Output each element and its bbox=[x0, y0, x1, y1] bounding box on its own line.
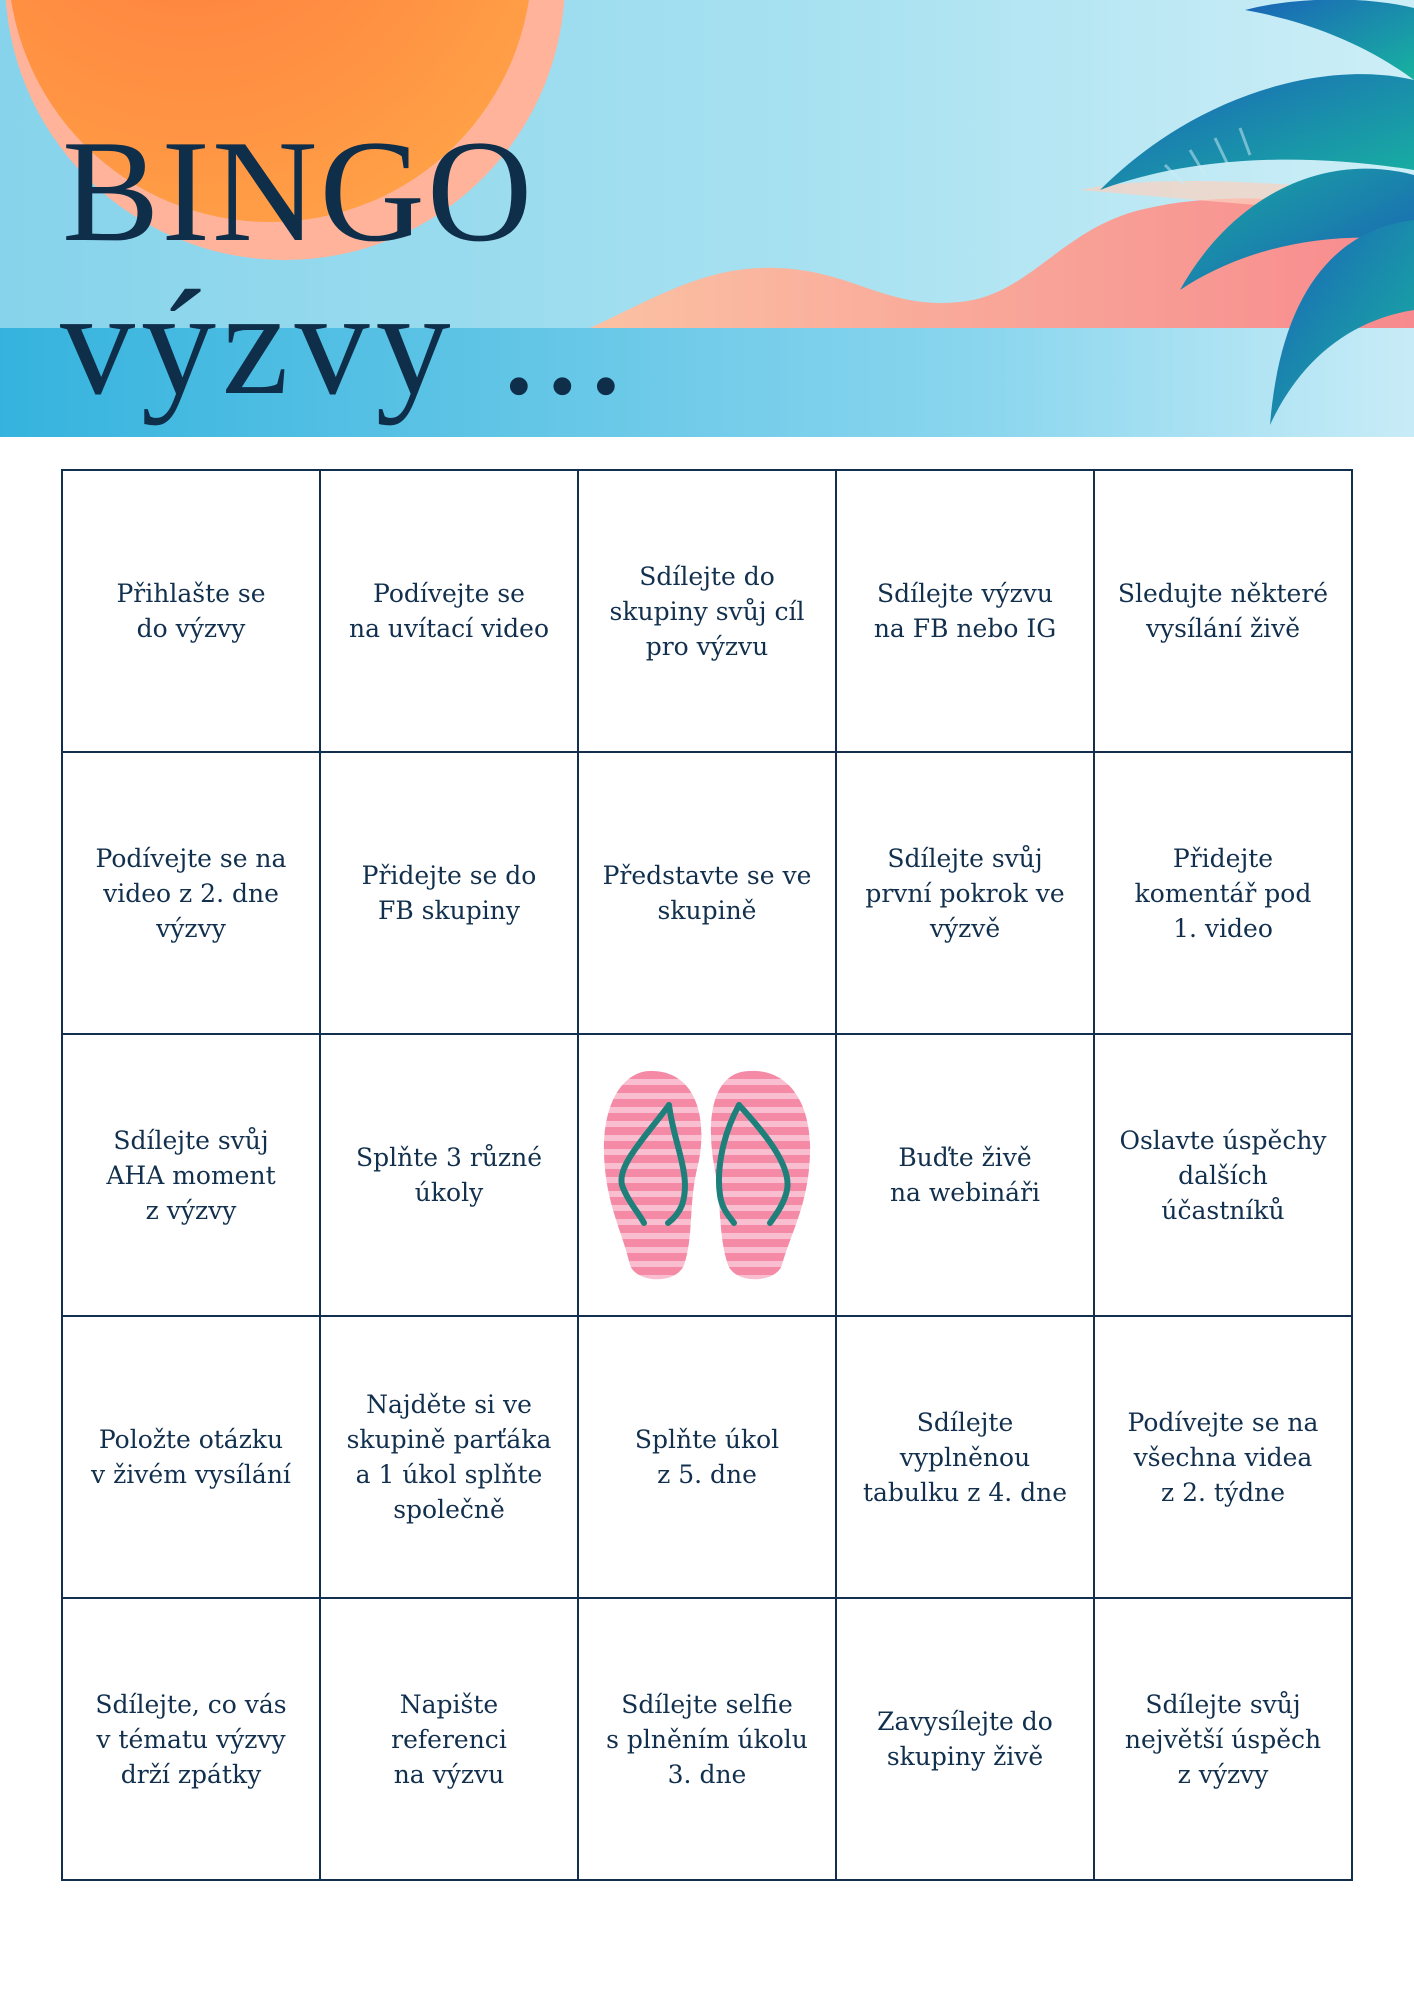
bingo-cell[interactable] bbox=[320, 752, 578, 1034]
bingo-cell-text: Buďte živě na webináři bbox=[889, 1143, 1041, 1207]
bingo-cell[interactable] bbox=[320, 470, 578, 752]
bingo-cell[interactable] bbox=[1094, 1034, 1352, 1316]
bingo-cell-text: Oslavte úspěchy dalších účastníků bbox=[1119, 1125, 1327, 1225]
bingo-grid bbox=[61, 469, 1353, 1881]
header-banner bbox=[0, 0, 1414, 437]
bingo-cell-text: Sledujte některé vysílání živě bbox=[1117, 579, 1329, 643]
bingo-cell[interactable] bbox=[578, 1598, 836, 1880]
bingo-cell-text: Sdílejte vyplněnou tabulku z 4. dne bbox=[862, 1407, 1068, 1507]
bingo-cell[interactable] bbox=[1094, 752, 1352, 1034]
bingo-cell[interactable] bbox=[1094, 1598, 1352, 1880]
bingo-cell-text: Položte otázku v živém vysílání bbox=[91, 1425, 291, 1489]
bingo-cell[interactable] bbox=[836, 1598, 1094, 1880]
bingo-cell[interactable] bbox=[320, 1316, 578, 1598]
page-title: BINGO bbox=[62, 110, 535, 272]
bingo-cell-text: Přihlašte se do výzvy bbox=[116, 579, 266, 643]
bingo-cell[interactable] bbox=[578, 752, 836, 1034]
bingo-cell-text: Přidejte se do FB skupiny bbox=[361, 861, 537, 925]
bingo-cell[interactable] bbox=[62, 1316, 320, 1598]
bingo-cell[interactable] bbox=[578, 470, 836, 752]
bingo-cell-text: Zavysílejte do skupiny živě bbox=[877, 1707, 1053, 1771]
bingo-cell-text: Sdílejte svůj první pokrok ve výzvě bbox=[865, 843, 1065, 943]
bingo-cell-text: Sdílejte svůj největší úspěch z výzvy bbox=[1124, 1689, 1322, 1789]
bingo-cell-text: Sdílejte selfie s plněním úkolu 3. dne bbox=[606, 1689, 808, 1789]
bingo-free-cell[interactable] bbox=[578, 1034, 836, 1316]
bingo-cell-text: Najděte si ve skupině parťáka a 1 úkol splňte společně bbox=[346, 1390, 552, 1524]
bingo-cell[interactable] bbox=[836, 1034, 1094, 1316]
bingo-cell[interactable] bbox=[62, 752, 320, 1034]
bingo-cell[interactable] bbox=[578, 1316, 836, 1598]
page-subtitle: výzvy ... bbox=[60, 260, 631, 426]
bingo-cell[interactable] bbox=[836, 1316, 1094, 1598]
flip-flops-icon bbox=[602, 1065, 812, 1285]
bingo-cell-text: Podívejte se na video z 2. dne výzvy bbox=[95, 843, 287, 943]
bingo-cell-text: Splňte úkol z 5. dne bbox=[634, 1425, 780, 1489]
bingo-cell[interactable] bbox=[836, 752, 1094, 1034]
bingo-cell[interactable] bbox=[1094, 1316, 1352, 1598]
bingo-cell[interactable] bbox=[320, 1034, 578, 1316]
bingo-cell-text: Představte se ve skupině bbox=[602, 861, 812, 925]
bingo-cell-text: Napište referenci na výzvu bbox=[391, 1689, 507, 1789]
bingo-cell-text: Splňte 3 různé úkoly bbox=[356, 1143, 542, 1207]
bingo-cell-text: Sdílejte, co vás v tématu výzvy drží zpátky bbox=[95, 1689, 287, 1789]
bingo-cell-text: Podívejte se na uvítací video bbox=[348, 579, 550, 643]
bingo-cell[interactable] bbox=[62, 1034, 320, 1316]
bingo-cell-text: Sdílejte do skupiny svůj cíl pro výzvu bbox=[609, 561, 805, 661]
bingo-cell-text: Podívejte se na všechna videa z 2. týdne bbox=[1127, 1407, 1319, 1507]
bingo-cell[interactable] bbox=[62, 1598, 320, 1880]
bingo-cell[interactable] bbox=[320, 1598, 578, 1880]
bingo-cell[interactable] bbox=[62, 470, 320, 752]
bingo-cell-text: Sdílejte výzvu na FB nebo IG bbox=[873, 579, 1057, 643]
bingo-cell-text: Přidejte komentář pod 1. video bbox=[1134, 843, 1312, 943]
bingo-cell[interactable] bbox=[836, 470, 1094, 752]
bingo-cell[interactable] bbox=[1094, 470, 1352, 752]
bingo-cell-text: Sdílejte svůj AHA moment z výzvy bbox=[106, 1125, 276, 1225]
